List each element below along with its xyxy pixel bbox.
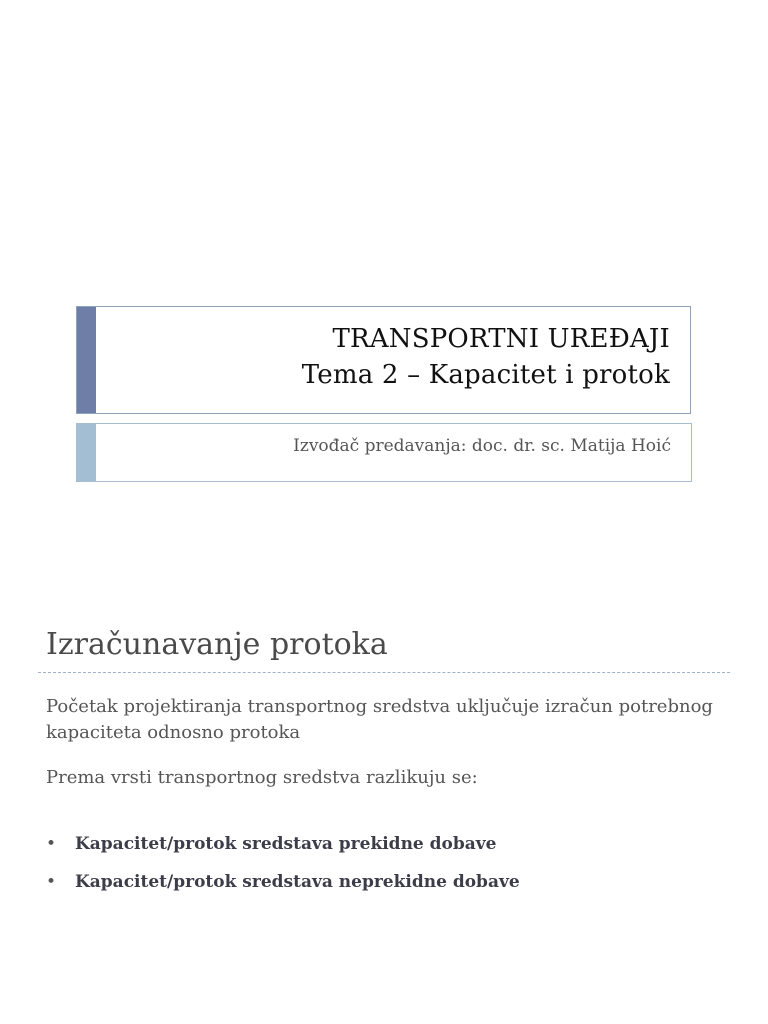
subtitle-box [76,423,692,482]
list-item [46,834,520,872]
slide-title [302,321,670,393]
types-paragraph: Prema vrsti transportnog sredstva razlikuju se: [46,767,478,788]
title-line-2: Tema 2 – Kapacitet i protok [301,360,670,390]
subtitle-accent-bar [77,424,96,481]
heading-divider [38,672,730,673]
title-accent-bar [77,307,96,413]
bullet-icon: • [46,872,57,892]
intro-paragraph: Početak projektiranja transportnog sredstva uključuje izračun potrebnog kapaciteta odnosno protoka [46,696,713,743]
bullet-text: Kapacitet/protok sredstava neprekidne dobave [75,872,520,892]
list-item [46,872,520,910]
bullet-icon: • [46,834,57,854]
title-box [76,306,691,414]
section-heading: Izračunavanje protoka [46,627,388,662]
bullet-text: Kapacitet/protok sredstava prekidne dobave [75,834,497,854]
bullet-list [46,834,520,910]
lecturer-subtitle: Izvođač predavanja: doc. dr. sc. Matija Hoić [293,436,671,456]
title-line-1: TRANSPORTNI UREĐAJI [332,324,670,354]
